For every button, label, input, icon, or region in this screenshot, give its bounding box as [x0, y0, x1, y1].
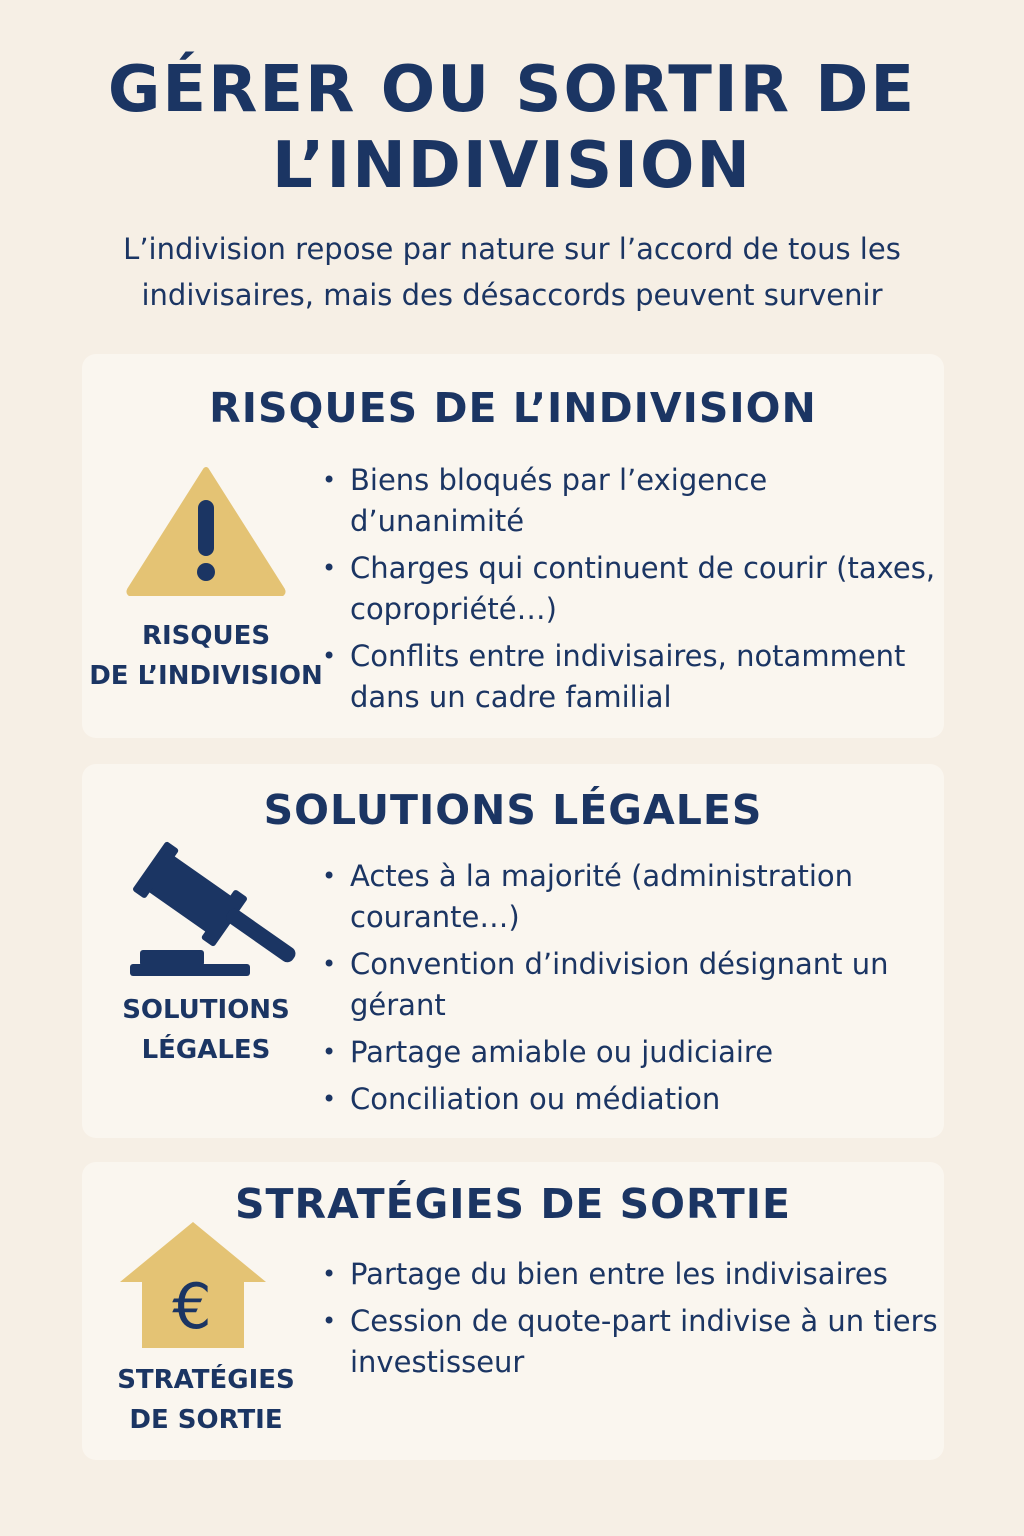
risques-icon-label [82, 616, 330, 696]
list-item: • Conflits entre indivisaires, notamment dans un cadre familial [322, 636, 942, 718]
strategies-icon-label-line-1: STRATÉGIES [117, 1365, 295, 1395]
list-item: • Actes à la majorité (administration courante…) [322, 856, 942, 938]
svg-text:€: € [172, 1270, 212, 1343]
gavel-icon [128, 840, 298, 984]
section-risques-title: RISQUES DE L’INDIVISION [209, 384, 817, 432]
list-item: • Charges qui continuent de courir (taxes, copropriété…) [322, 548, 942, 630]
section-strategies-title: STRATÉGIES DE SORTIE [235, 1180, 791, 1228]
list-item: • Convention d’indivision désignant un gérant [322, 944, 942, 1026]
warning-icon [126, 466, 286, 600]
strategies-icon-label [82, 1360, 330, 1440]
risques-list [322, 460, 942, 724]
solutions-list [322, 856, 942, 1126]
list-item: • Cession de quote-part indivise à un tiers investisseur [322, 1301, 942, 1383]
section-risques-card [82, 354, 944, 738]
list-item: • Partage du bien entre les indivisaires [322, 1254, 942, 1295]
list-item: • Conciliation ou médiation [322, 1079, 942, 1120]
strategies-list [322, 1254, 942, 1389]
solutions-icon-label-line-1: SOLUTIONS [122, 995, 290, 1025]
list-item: • Biens bloqués par l’exigence d’unanimité [322, 460, 942, 542]
page-title-line-2: L’INDIVISION [272, 129, 752, 203]
strategies-icon-label-line-2: DE SORTIE [129, 1405, 283, 1435]
page-subtitle-line-1: L’indivision repose par nature sur l’accord de tous les [123, 232, 901, 266]
risques-icon-label-line-1: RISQUES [141, 621, 271, 651]
house-euro-icon [120, 1222, 266, 1352]
risques-icon-label-line-2: DE L’INDIVISION [89, 661, 323, 691]
solutions-icon-label-line-2: LÉGALES [141, 1035, 271, 1065]
list-item: • Partage amiable ou judiciaire [322, 1032, 942, 1073]
page-title [0, 52, 1024, 204]
section-solutions-title: SOLUTIONS LÉGALES [263, 786, 763, 834]
solutions-icon-label [82, 990, 330, 1070]
section-strategies-card [82, 1162, 944, 1460]
page-subtitle [0, 226, 1024, 318]
page-subtitle-line-2: indivisaires, mais des désaccords peuvent survenir [141, 278, 883, 312]
page-title-line-1: GÉRER OU SORTIR DE [107, 53, 917, 127]
section-solutions-card [82, 764, 944, 1138]
